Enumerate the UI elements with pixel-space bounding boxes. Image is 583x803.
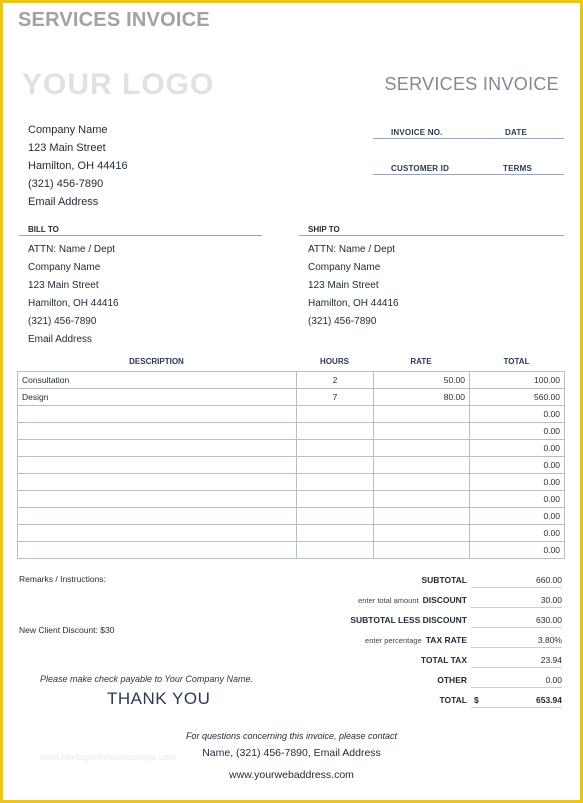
item-rate-cell[interactable] — [374, 406, 470, 423]
logo-placeholder: YOUR LOGO — [22, 68, 215, 101]
total-label: TOTAL — [439, 695, 467, 705]
discount-label-group — [358, 595, 467, 605]
company-email: Email Address — [28, 196, 99, 208]
customer-id-label: CUSTOMER ID — [391, 164, 450, 173]
divider — [19, 235, 262, 236]
item-total-cell: 0.00 — [470, 508, 565, 525]
divider — [373, 138, 564, 139]
item-total-cell: 0.00 — [470, 457, 565, 474]
discount-note: New Client Discount: $30 — [19, 625, 115, 635]
table-row — [18, 372, 565, 389]
item-rate-cell[interactable] — [374, 542, 470, 559]
table-row — [18, 491, 565, 508]
item-hours-cell[interactable] — [297, 508, 374, 525]
total-value: 653.94 — [471, 695, 562, 708]
company-city: Hamilton, OH 44416 — [28, 160, 128, 172]
ship-to-line: Hamilton, OH 44416 — [308, 298, 399, 309]
item-hours-cell[interactable] — [297, 474, 374, 491]
item-hours-cell[interactable] — [297, 423, 374, 440]
date-label: DATE — [505, 128, 527, 137]
other-value[interactable]: 0.00 — [471, 675, 562, 688]
item-description-cell[interactable]: Design — [18, 389, 297, 406]
item-rate-cell[interactable]: 80.00 — [374, 389, 470, 406]
tax-rate-label: TAX RATE — [425, 635, 467, 645]
item-total-cell: 0.00 — [470, 542, 565, 559]
item-description-cell[interactable] — [18, 542, 297, 559]
bill-to-line: Hamilton, OH 44416 — [28, 298, 119, 309]
bill-to-line: (321) 456-7890 — [28, 316, 97, 327]
item-description-cell[interactable] — [18, 406, 297, 423]
item-rate-cell[interactable] — [374, 423, 470, 440]
other-label: OTHER — [437, 675, 467, 685]
item-description-cell[interactable] — [18, 440, 297, 457]
ship-to-line: Company Name — [308, 262, 381, 273]
thank-you-text: THANK YOU — [107, 689, 211, 708]
col-header-description: DESCRIPTION — [129, 357, 184, 366]
subtotal-less-discount-value: 630.00 — [471, 615, 562, 628]
footer-website[interactable]: www.yourwebaddress.com — [229, 769, 354, 781]
invoice-no-label: INVOICE NO. — [391, 128, 443, 137]
item-description-cell[interactable] — [18, 457, 297, 474]
tax-rate-label-group — [365, 635, 467, 645]
total-tax-value: 23.94 — [471, 655, 562, 668]
item-rate-cell[interactable] — [374, 508, 470, 525]
discount-label: DISCOUNT — [422, 595, 467, 605]
subtotal-label: SUBTOTAL — [421, 575, 467, 585]
item-total-cell: 0.00 — [470, 491, 565, 508]
divider — [299, 235, 564, 236]
remarks-label: Remarks / Instructions: — [19, 574, 106, 584]
table-row — [18, 542, 565, 559]
item-hours-cell[interactable]: 2 — [297, 372, 374, 389]
ship-to-line: ATTN: Name / Dept — [308, 244, 396, 255]
table-row — [18, 525, 565, 542]
currency-symbol: $ — [474, 695, 479, 705]
terms-label: TERMS — [503, 164, 532, 173]
ship-to-line: (321) 456-7890 — [308, 316, 377, 327]
line-items-table — [17, 371, 565, 559]
table-row — [18, 457, 565, 474]
item-hours-cell[interactable] — [297, 440, 374, 457]
table-row — [18, 440, 565, 457]
item-hours-cell[interactable] — [297, 406, 374, 423]
item-rate-cell[interactable] — [374, 440, 470, 457]
col-header-hours: HOURS — [320, 357, 349, 366]
item-hours-cell[interactable] — [297, 457, 374, 474]
subtotal-value: 660.00 — [471, 575, 562, 588]
item-description-cell[interactable] — [18, 508, 297, 525]
col-header-rate: RATE — [410, 357, 432, 366]
table-row — [18, 474, 565, 491]
item-description-cell[interactable] — [18, 525, 297, 542]
tax-rate-value[interactable]: 3.80% — [471, 635, 562, 648]
total-tax-label: TOTAL TAX — [420, 655, 467, 665]
item-total-cell: 0.00 — [470, 474, 565, 491]
col-header-total: TOTAL — [503, 357, 530, 366]
item-total-cell: 0.00 — [470, 525, 565, 542]
item-description-cell[interactable]: Consultation — [18, 372, 297, 389]
company-phone: (321) 456-7890 — [28, 178, 104, 190]
discount-hint: enter total amount — [358, 596, 419, 605]
item-total-cell: 100.00 — [470, 372, 565, 389]
bill-to-label: BILL TO — [28, 225, 59, 234]
table-row — [18, 389, 565, 406]
bill-to-line: 123 Main Street — [28, 280, 99, 291]
table-row — [18, 406, 565, 423]
item-rate-cell[interactable] — [374, 525, 470, 542]
item-total-cell: 0.00 — [470, 440, 565, 457]
sheet-title: SERVICES INVOICE — [18, 9, 210, 31]
bill-to-line: Company Name — [28, 262, 101, 273]
discount-value[interactable]: 30.00 — [471, 595, 562, 608]
bill-to-line: Email Address — [28, 334, 92, 345]
item-rate-cell[interactable] — [374, 457, 470, 474]
table-row — [18, 423, 565, 440]
footer-contact: Name, (321) 456-7890, Email Address — [202, 747, 381, 759]
item-hours-cell[interactable] — [297, 491, 374, 508]
invoice-title: SERVICES INVOICE — [384, 74, 559, 94]
company-name: Company Name — [28, 124, 108, 136]
item-description-cell[interactable] — [18, 491, 297, 508]
item-description-cell[interactable] — [18, 474, 297, 491]
tax-rate-hint: enter percentage — [365, 636, 422, 645]
bill-to-line: ATTN: Name / Dept — [28, 244, 116, 255]
footer-question: For questions concerning this invoice, please contact — [185, 731, 398, 741]
item-hours-cell[interactable] — [297, 525, 374, 542]
payable-note: Please make check payable to Your Company Name. — [40, 674, 253, 684]
item-hours-cell[interactable] — [297, 542, 374, 559]
subtotal-less-discount-label: SUBTOTAL LESS DISCOUNT — [350, 615, 467, 625]
item-total-cell: 0.00 — [470, 406, 565, 423]
ship-to-line: 123 Main Street — [308, 280, 379, 291]
ship-to-label: SHIP TO — [308, 225, 340, 234]
company-street: 123 Main Street — [28, 142, 106, 154]
divider — [373, 174, 564, 175]
item-total-cell: 560.00 — [470, 389, 565, 406]
table-row — [18, 508, 565, 525]
item-total-cell: 0.00 — [470, 423, 565, 440]
item-rate-cell[interactable]: 50.00 — [374, 372, 470, 389]
item-rate-cell[interactable] — [374, 491, 470, 508]
item-description-cell[interactable] — [18, 423, 297, 440]
item-rate-cell[interactable] — [374, 474, 470, 491]
watermark: www.heritagechristiancollege.com — [40, 752, 176, 762]
item-hours-cell[interactable]: 7 — [297, 389, 374, 406]
